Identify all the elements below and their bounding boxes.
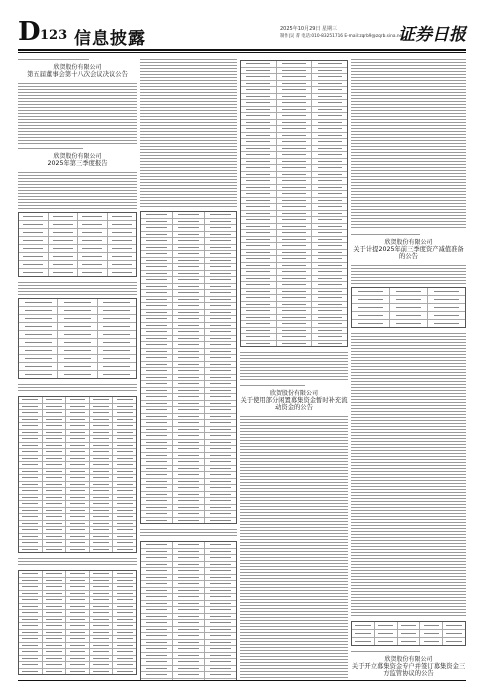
notice-company: 欣贺股份有限公司 (269, 390, 318, 397)
financial-table (18, 570, 137, 675)
notice-title: 2025年第三季度报告 (47, 160, 108, 167)
page-number: 123 (40, 28, 68, 43)
section-letter: D (18, 17, 41, 47)
column-1 (18, 58, 137, 680)
notice-title: 关于开立募集资金专户并签订募集资金三方监管协议的公告 (351, 663, 466, 677)
column-3 (240, 58, 348, 680)
date-line: 2025年10月29日 星期三 (280, 26, 338, 32)
notice-header (18, 64, 137, 78)
financial-table (18, 298, 137, 379)
footer-rule (18, 680, 466, 681)
notice-title: 第五届董事会第十八次会议决议公告 (27, 71, 128, 78)
notice-header (351, 656, 466, 677)
income-statement-table (140, 541, 237, 680)
cash-flow-table (240, 60, 348, 347)
account-table (351, 621, 466, 646)
shareholder-table (18, 396, 137, 553)
balance-sheet-table (140, 211, 237, 524)
column-2 (140, 58, 237, 680)
notice-company: 欣贺股份有限公司 (384, 239, 433, 246)
notice-company: 欣贺股份有限公司 (53, 64, 102, 71)
notice-header (240, 390, 348, 411)
masthead-rule (18, 49, 466, 51)
notice-title: 关于使用部分闲置募集资金暂时补充流动资金的公告 (240, 397, 348, 411)
editor-line: 制作|吴 菁 电话:010-83251716 E-mail:zqrb9@zqrb.sina.net (280, 34, 404, 39)
notice-header (18, 153, 137, 167)
notice-company: 欣贺股份有限公司 (384, 656, 433, 663)
column-4 (351, 58, 466, 680)
newspaper-logo: 证券日报 (398, 25, 466, 45)
masthead-rule-thin (18, 52, 466, 53)
notice-title: 关于计提2025年前三季度资产减值准备的公告 (353, 246, 464, 260)
financial-table (18, 212, 137, 277)
notice-header (351, 239, 466, 260)
notice-company: 欣贺股份有限公司 (53, 153, 102, 160)
section-title: 信息披露 (74, 29, 146, 49)
impairment-table (351, 287, 466, 328)
masthead (18, 17, 466, 49)
